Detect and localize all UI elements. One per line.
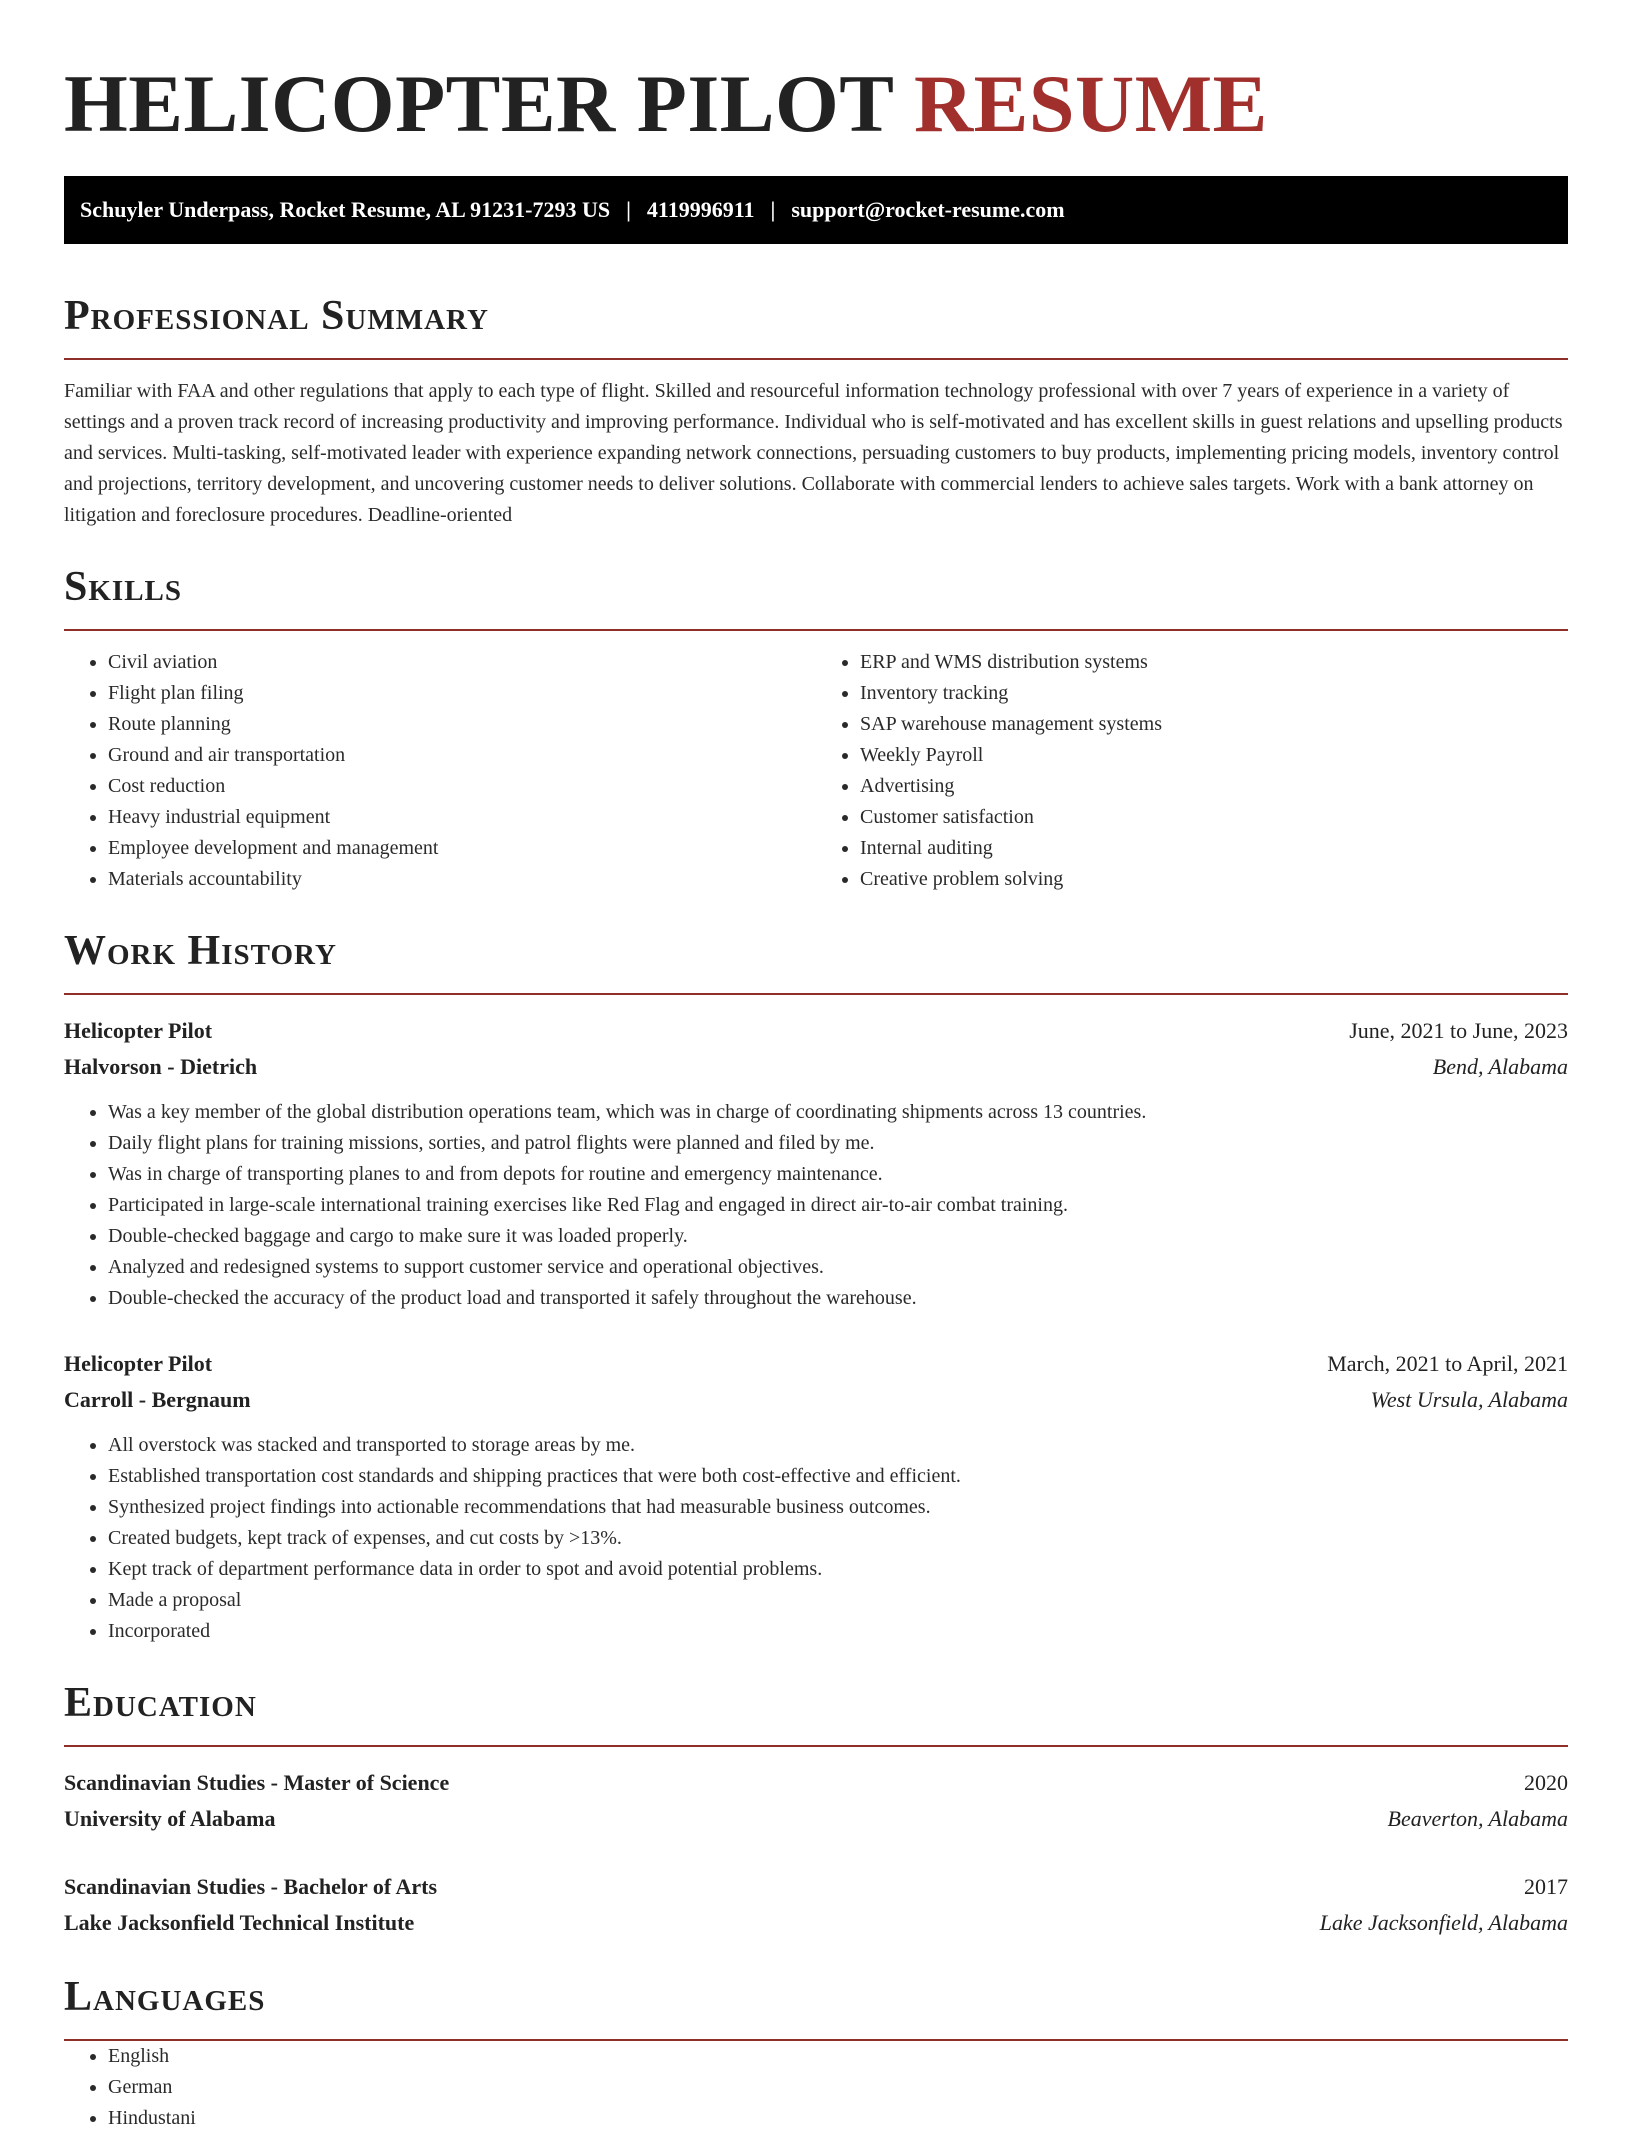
skill-item: • Heavy industrial equipment — [108, 802, 816, 833]
contact-phone: 4119996911 — [646, 197, 755, 222]
job-bullet: • Double-checked the accuracy of the product load and transported it safely throughout the warehouse. — [108, 1283, 1568, 1314]
education-school: University of Alabama — [64, 1806, 276, 1831]
education-year: 2017 — [1524, 1874, 1568, 1899]
education-school-row — [64, 1905, 1568, 1941]
education-heading: Education — [64, 1680, 257, 1726]
job-location: Bend, Alabama — [1432, 1054, 1568, 1079]
contact-separator: | — [626, 197, 631, 222]
resume-title — [64, 56, 1568, 152]
skill-item: • Creative problem solving — [860, 864, 1568, 895]
languages-heading: Languages — [64, 1974, 266, 2020]
contact-bar — [64, 176, 1568, 244]
summary-text: Familiar with FAA and other regulations that apply to each type of flight. Skilled and resourceful information technology professional with over 7 years of experience in a variety of settings and a proven track record of increasing productivity and improving performance. Individual who is self-motivated and has excellent skills in guest relations and upselling products and services. Multi-tasking, self-motivated leader with experience expanding network connections, persuading customers to buy products, implementing pricing models, inventory control and projections, territory development, and uncovering customer needs to deliver solutions. Collaborate with commercial lenders to achieve sales targets. Work with a bank attorney on litigation and foreclosure procedures. Deadline-oriented — [64, 380, 1563, 526]
job-bullet: • Was a key member of the global distribution operations team, which was in charge of coordinating shipments across 13 countries. — [108, 1097, 1568, 1128]
skill-item: • Internal auditing — [860, 833, 1568, 864]
title-main: HELICOPTER PILOT — [64, 58, 893, 149]
job-bullets — [64, 1097, 1568, 1314]
contact-email: support@rocket-resume.com — [791, 197, 1065, 222]
job-entry — [64, 1346, 1568, 1647]
job-dates: June, 2021 to June, 2023 — [1349, 1018, 1568, 1043]
job-bullet: • Was in charge of transporting planes to and from depots for routine and emergency maintenance. — [108, 1159, 1568, 1190]
skill-item: • Civil aviation — [108, 647, 816, 678]
contact-address: Schuyler Underpass, Rocket Resume, AL 91231-7293 US — [80, 197, 611, 222]
job-bullet: • Daily flight plans for training missions, sorties, and patrol flights were planned and filed by me. — [108, 1128, 1568, 1159]
language-item: • Hindustani — [108, 2103, 1568, 2134]
languages-list — [64, 2041, 1568, 2134]
education-school: Lake Jacksonfield Technical Institute — [64, 1910, 415, 1935]
job-bullet: • Kept track of department performance data in order to spot and avoid potential problems. — [108, 1554, 1568, 1585]
skills-column-right — [816, 647, 1568, 895]
job-dates: March, 2021 to April, 2021 — [1327, 1351, 1568, 1376]
skill-item: • Inventory tracking — [860, 678, 1568, 709]
skills-list-right — [816, 647, 1568, 895]
skill-item: • Customer satisfaction — [860, 802, 1568, 833]
skill-item: • Cost reduction — [108, 771, 816, 802]
job-company-row — [64, 1382, 1568, 1418]
job-bullet: • All overstock was stacked and transported to storage areas by me. — [108, 1430, 1568, 1461]
education-location: Beaverton, Alabama — [1387, 1806, 1568, 1831]
job-bullet: • Synthesized project findings into actionable recommendations that had measurable business outcomes. — [108, 1492, 1568, 1523]
job-location: West Ursula, Alabama — [1370, 1387, 1568, 1412]
skill-item: • SAP warehouse management systems — [860, 709, 1568, 740]
skill-item: • Advertising — [860, 771, 1568, 802]
education-entry — [64, 1869, 1568, 1941]
job-bullets — [64, 1430, 1568, 1647]
skills-heading: Skills — [64, 564, 183, 610]
job-company: Halvorson - Dietrich — [64, 1054, 258, 1079]
skill-item: • Flight plan filing — [108, 678, 816, 709]
job-company: Carroll - Bergnaum — [64, 1387, 251, 1412]
skill-item: • Ground and air transportation — [108, 740, 816, 771]
education-degree: Scandinavian Studies - Bachelor of Arts — [64, 1874, 438, 1899]
job-entry — [64, 1013, 1568, 1314]
job-bullet: • Made a proposal — [108, 1585, 1568, 1616]
section-divider — [64, 993, 1568, 995]
education-degree-row — [64, 1869, 1568, 1905]
job-company-row — [64, 1049, 1568, 1085]
job-header-row — [64, 1013, 1568, 1049]
summary-heading: Professional Summary — [64, 293, 489, 339]
education-location: Lake Jacksonfield, Alabama — [1319, 1910, 1568, 1935]
job-title: Helicopter Pilot — [64, 1018, 213, 1043]
language-item: • German — [108, 2072, 1568, 2103]
work-history-heading: Work History — [64, 928, 337, 974]
job-header-row — [64, 1346, 1568, 1382]
skills-grid — [64, 647, 1568, 895]
skill-item: • Materials accountability — [108, 864, 816, 895]
section-divider — [64, 358, 1568, 360]
skill-item: • Route planning — [108, 709, 816, 740]
education-degree-row — [64, 1765, 1568, 1801]
skill-item: • Employee development and management — [108, 833, 816, 864]
job-title: Helicopter Pilot — [64, 1351, 213, 1376]
contact-separator: | — [770, 197, 776, 222]
job-bullet: • Analyzed and redesigned systems to support customer service and operational objectives. — [108, 1252, 1568, 1283]
skill-item: • ERP and WMS distribution systems — [860, 647, 1568, 678]
skill-item: • Weekly Payroll — [860, 740, 1568, 771]
language-item: • English — [108, 2041, 1568, 2072]
education-school-row — [64, 1801, 1568, 1837]
job-bullet: • Participated in large-scale international training exercises like Red Flag and engaged in direct air-to-air combat training. — [108, 1190, 1568, 1221]
job-bullet: • Established transportation cost standards and shipping practices that were both cost-effective and efficient. — [108, 1461, 1568, 1492]
skills-list-left — [64, 647, 816, 895]
education-entry — [64, 1765, 1568, 1837]
education-degree: Scandinavian Studies - Master of Science — [64, 1770, 450, 1795]
section-divider — [64, 629, 1568, 631]
title-accent: RESUME — [913, 58, 1268, 149]
skills-column-left — [64, 647, 816, 895]
job-bullet: • Incorporated — [108, 1616, 1568, 1647]
job-bullet: • Created budgets, kept track of expenses, and cut costs by >13%. — [108, 1523, 1568, 1554]
job-bullet: • Double-checked baggage and cargo to make sure it was loaded properly. — [108, 1221, 1568, 1252]
education-year: 2020 — [1524, 1770, 1568, 1795]
section-divider — [64, 1745, 1568, 1747]
